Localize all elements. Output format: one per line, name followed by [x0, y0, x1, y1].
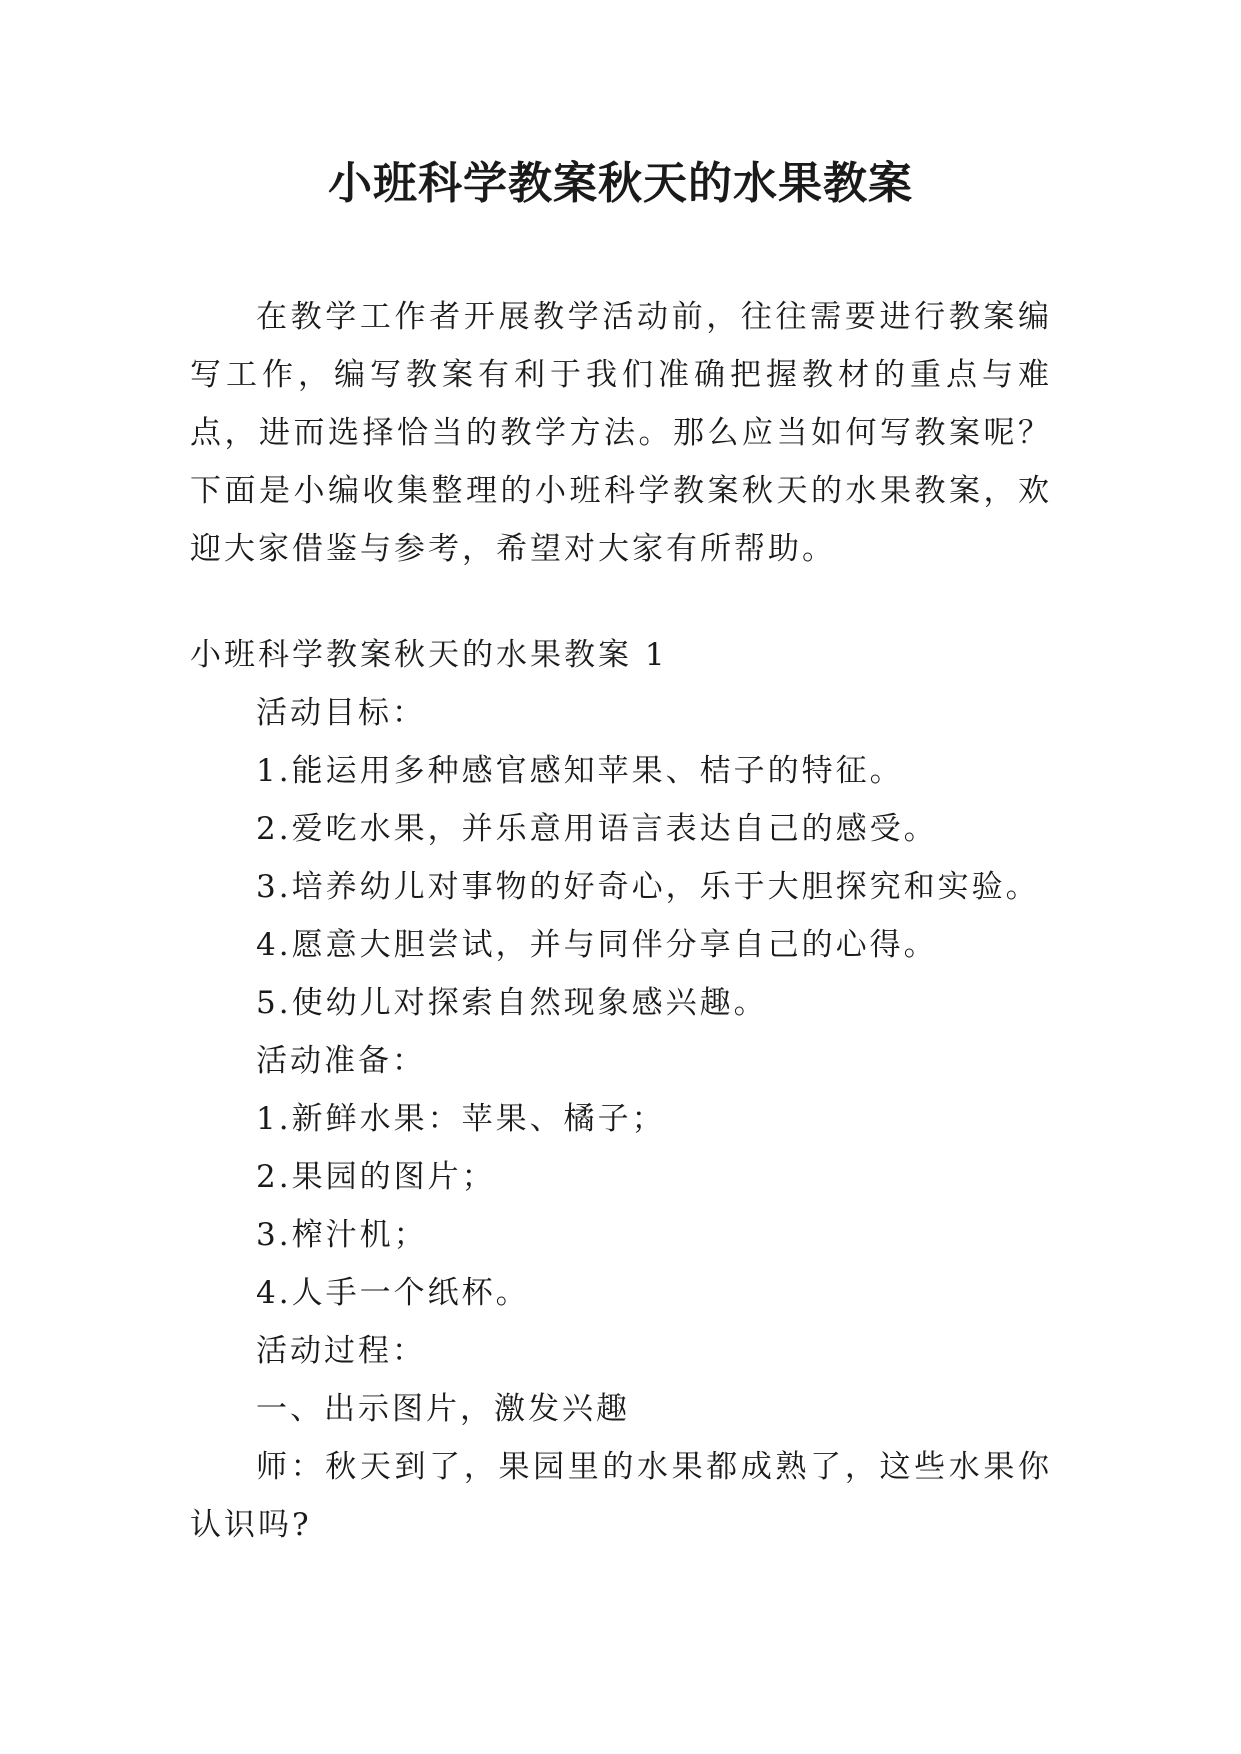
- goals-heading: 活动目标：: [256, 695, 426, 731]
- goal-item: 5.使幼儿对探索自然现象感兴趣。: [256, 985, 768, 1021]
- process-heading: 活动过程：: [256, 1333, 426, 1369]
- prep-item: 3.榨汁机；: [256, 1217, 428, 1253]
- prep-item: 2.果园的图片；: [256, 1159, 496, 1195]
- goal-item: 3.培养幼儿对事物的好奇心，乐于大胆探究和实验。: [256, 869, 1040, 905]
- goal-item: 2.爱吃水果，并乐意用语言表达自己的感受。: [256, 811, 938, 847]
- prep-heading: 活动准备：: [256, 1043, 426, 1079]
- prep-item: 4.人手一个纸杯。: [256, 1275, 530, 1311]
- document-title: 小班科学教案秋天的水果教案: [328, 158, 913, 209]
- section-heading: 小班科学教案秋天的水果教案 1: [190, 637, 668, 673]
- goal-item: 1.能运用多种感官感知苹果、桔子的特征。: [256, 753, 904, 789]
- intro-paragraph: 在教学工作者开展教学活动前，往往需要进行教案编写工作，编写教案有利于我们准确把握教材的重点与难点，进而选择恰当的教学方法。那么应当如何写教案呢？下面是小编收集整理的小班科学教案秋天的水果教案，欢迎大家借鉴与参考，希望对大家有所帮助。: [190, 299, 1052, 567]
- teacher-dialogue: 师：秋天到了，果园里的水果都成熟了，这些水果你认识吗?: [190, 1449, 1052, 1543]
- prep-item: 1.新鲜水果：苹果、橘子；: [256, 1101, 666, 1137]
- step-heading: 一、出示图片，激发兴趣: [256, 1391, 630, 1427]
- goal-item: 4.愿意大胆尝试，并与同伴分享自己的心得。: [256, 927, 938, 963]
- document-body: [190, 288, 1052, 1554]
